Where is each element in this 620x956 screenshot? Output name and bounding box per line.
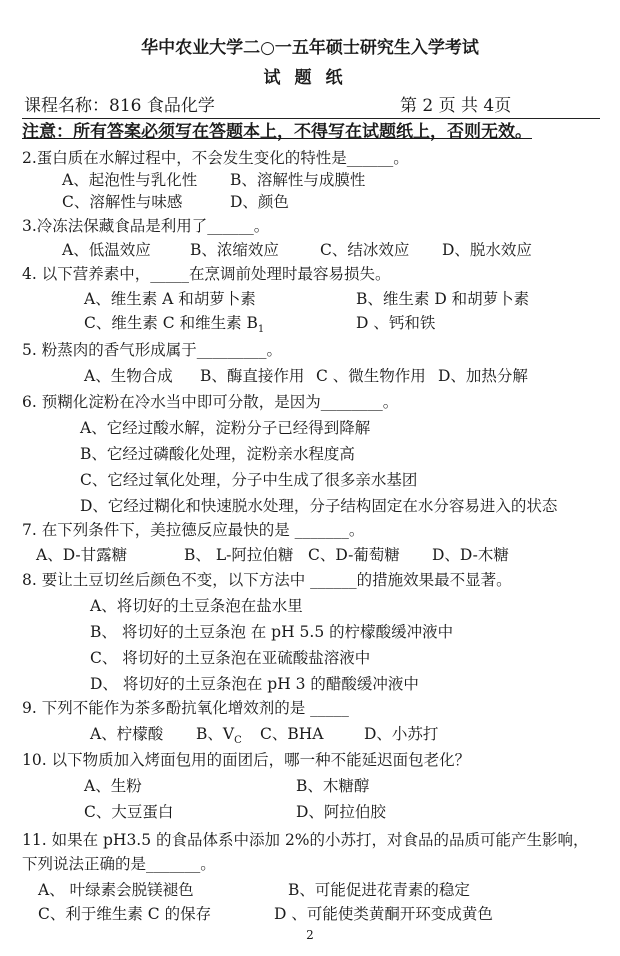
option: B、 L-阿拉伯糖 [184,546,294,564]
option: B、$V_C$ [196,725,242,747]
option: A、将切好的土豆条泡在盐水里 [90,597,303,615]
exam-subtitle: 试题纸 [263,68,357,88]
notice-text: 注意：所有答案必须写在答题本上，不得写在试题纸上，否则无效。 [22,122,532,142]
option: B、可能促进花青素的稳定 [288,881,470,899]
option: D、脱水效应 [442,241,532,259]
option: A、 叶绿素会脱镁褪色 [38,881,194,899]
question-stem: 3.冷冻法保藏食品是利用了______。 [22,217,270,235]
option: C、D-葡萄糖 [308,546,400,564]
course-name: 课程名称：816 食品化学 [24,96,215,116]
question-stem: 7. 在下列条件下，美拉德反应最快的是 _______。 [22,521,365,539]
option: D、阿拉伯胶 [296,803,386,821]
option: B、酶直接作用 [200,367,305,385]
option: C、大豆蛋白 [84,803,174,821]
option: A、维生素 A 和胡萝卜素 [84,290,256,308]
option: D 、可能使类黄酮开环变成黄色 [274,905,493,923]
option: D、颜色 [230,193,289,211]
option: A、低温效应 [62,241,151,259]
option: A、它经过酸水解，淀粉分子已经得到降解 [80,419,371,437]
option: A、起泡性与乳化性 [62,171,198,189]
question-stem-continued: 下列说法正确的是_______。 [22,855,216,873]
option: D、它经过糊化和快速脱水处理，分子结构固定在水分容易进入的状态 [80,497,558,515]
exam-title: 华中农业大学二○一五年硕士研究生入学考试 [141,38,479,58]
option: D、加热分解 [438,367,528,385]
option: A、生粉 [84,777,142,795]
option: C、溶解性与味感 [62,193,183,211]
option: C 、微生物作用 [316,367,426,385]
question-stem: 4. 以下营养素中，_____在烹调前处理时最容易损失。 [22,265,391,283]
option: D 、钙和铁 [356,314,436,332]
option: B、维生素 D 和胡萝卜素 [356,290,530,308]
option: C、 将切好的土豆条泡在亚硫酸盐溶液中 [90,649,371,667]
question-stem: 11. 如果在 pH3.5 的食品体系中添加 2%的小苏打，对食品的品质可能产生影响， [22,831,589,849]
question-stem: 5. 粉蒸肉的香气形成属于_________。 [22,341,282,359]
option: B、它经过磷酸化处理，淀粉亲水程度高 [80,445,355,463]
option: C、利于维生素 C 的保存 [38,905,212,923]
question-stem: 9. 下列不能作为茶多酚抗氧化增效剂的是 _____ [22,699,349,717]
option: D、D-木糖 [432,546,509,564]
option: C、维生素 C 和维生素 $B_1$ [84,314,265,336]
option: A、D-甘露糖 [36,546,128,564]
option: B、溶解性与成膜性 [230,171,366,189]
option: B、 将切好的土豆条泡 在 pH 5.5 的柠檬酸缓冲液中 [90,623,454,641]
question-stem: 10. 以下物质加入烤面包用的面团后，哪一种不能延迟面包老化？ [22,751,471,769]
option: C、BHA [260,725,324,743]
option: C、结冰效应 [320,241,410,259]
page-number: 2 [306,928,314,942]
option: A、生物合成 [84,367,173,385]
page-info: 第 2 页 共 4页 [400,96,512,116]
question-stem: 8. 要让土豆切丝后颜色不变，以下方法中 ______的措施效果最不显著。 [22,571,512,589]
question-stem: 6. 预糊化淀粉在冷水当中即可分散，是因为________。 [22,393,399,411]
option: A、柠檬酸 [90,725,164,743]
option: C、它经过氧化处理，分子中生成了很多亲水基团 [80,471,418,489]
option: B、浓缩效应 [190,241,279,259]
option: D、 将切好的土豆条泡在 pH 3 的醋酸缓冲液中 [90,675,419,693]
header-divider [22,118,600,119]
question-stem: 2.蛋白质在水解过程中，不会发生变化的特性是______。 [22,149,409,167]
option: D、小苏打 [364,725,439,743]
option: B、木糖醇 [296,777,370,795]
